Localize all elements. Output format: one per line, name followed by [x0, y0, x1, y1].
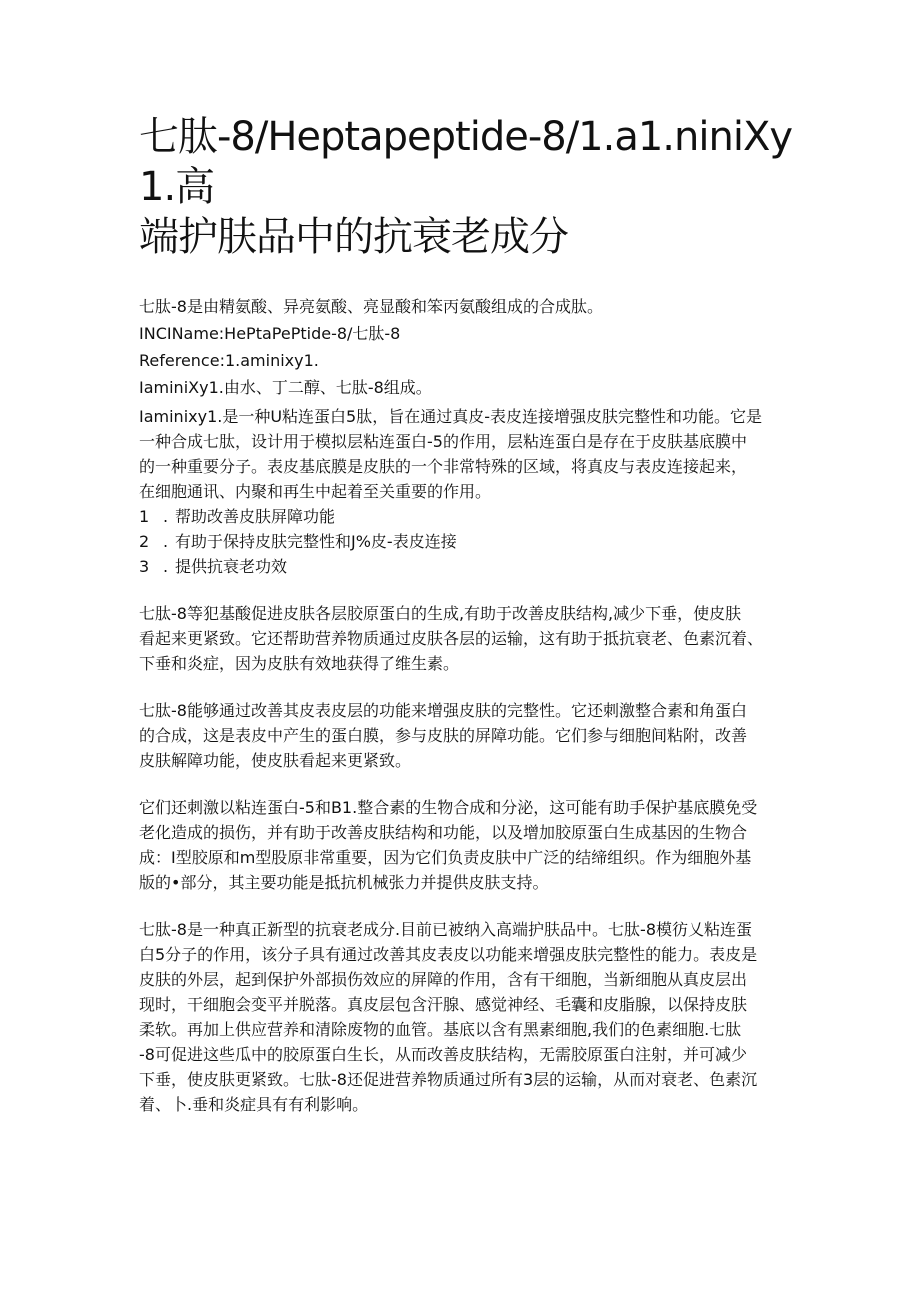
composition-line: IaminiXy1.由水、丁二醇、七肽-8组成。	[139, 378, 432, 397]
paragraph-line: 成：I型胶原和m型股原非常重要，因为它们负责皮肤中广泛的结缔组织。作为细胞外基	[139, 848, 752, 867]
paragraph-line: 的一种重要分子。表皮基底膜是皮肤的一个非常特殊的区域，将真皮与表皮连接起来，	[139, 457, 748, 476]
body-paragraph	[139, 601, 799, 676]
body-paragraph	[139, 698, 799, 773]
paragraph-line: 版的•部分，其主要功能是抵抗机械张力并提供皮肤支持。	[139, 873, 549, 892]
reference-line: Reference:1.aminixy1.	[139, 351, 319, 370]
paragraph-line: 看起来更紧致。它还帮助营养物质通过皮肤各层的运输，这有助于抵抗衰老、色素沉着、	[139, 629, 764, 648]
body-paragraph	[139, 795, 799, 895]
intro-line: 七肽-8是由精氨酸、异亮氨酸、亮显酸和笨丙氨酸组成的合成肽。	[139, 297, 603, 316]
paragraph-line: 老化造成的损伤，并有助于改善皮肤结构和功能，以及增加胶原蛋白生成基因的生物合	[139, 823, 748, 842]
paragraph-line: 着、卜.垂和炎症具有有利影响。	[139, 1095, 369, 1114]
inci-line: INCIName:HePtaPePtide-8/七肽-8	[139, 324, 401, 343]
paragraph-line: -8可促进这些瓜中的胶原蛋白生长，从而改善皮肤结构，无需胶原蛋白注射，并可减少	[139, 1045, 747, 1064]
list-number: 3	[139, 557, 150, 576]
list-text: 有助于保持皮肤完整性和J%皮-表皮连接	[175, 532, 457, 551]
paragraph-line: Iaminixy1.是一种U粘连蛋白5肽，旨在通过真皮-表皮连接增强皮肤完整性和功能。它是	[139, 407, 763, 426]
paragraph-line: 它们还刺激以粘连蛋白-5和B1.整合素的生物合成和分泌，这可能有助手保护基底膜免受	[139, 798, 758, 817]
paragraph-line: 柔软。再加上供应营养和清除废物的血管。基底以含有黑素细胞,我们的色素细胞.七肽	[139, 1020, 742, 1039]
paragraph-line: 皮肤解障功能，使皮肤看起来更紧致。	[139, 751, 412, 770]
list-number: 1	[139, 507, 150, 526]
document-title: 七肽-8/Heptapeptide-8/1.a1.niniXy1.高 端护肤品中的抗衰老成分	[139, 114, 793, 260]
list-number: 2	[139, 532, 150, 551]
document-page	[139, 112, 799, 1139]
paragraph-line: 在细胞通讯、内聚和再生中起着至关重要的作用。	[139, 482, 492, 501]
list-item: 1 . 帮助改善皮肤屏障功能	[139, 504, 799, 529]
list-item: 3 . 提供抗衰老功效	[139, 554, 799, 579]
paragraph-line: 七肽-8等犯基酸促进皮肤各层胶原蛋白的生成,有助于改善皮肤结构,减少下垂，使皮肤	[139, 604, 742, 623]
benefits-list	[139, 504, 799, 579]
list-text: 帮助改善皮肤屏障功能	[175, 507, 336, 526]
list-item: 2 . 有助于保持皮肤完整性和J%皮-表皮连接	[139, 529, 799, 554]
paragraph-line: 现时，干细胞会变平并脱落。真皮层包含汗腺、感觉神经、毛囊和皮脂腺，以保持皮肤	[139, 995, 748, 1014]
paragraph-line: 下垂和炎症，因为皮肤有效地获得了维生素。	[139, 654, 460, 673]
paragraph-line: 白5分子的作用，该分子具有通过改善其皮表皮以功能来增强皮肤完整性的能力。表皮是	[139, 945, 758, 964]
list-text: 提供抗衰老功效	[175, 557, 288, 576]
paragraph-line: 的合成，这是表皮中产生的蛋白膜，参与皮肤的屏障功能。它们参与细胞间粘附，改善	[139, 726, 748, 745]
paragraph-line: 一种合成七肽，设计用于模拟层粘连蛋白-5的作用，层粘连蛋白是存在于皮肤基底膜中	[139, 432, 747, 451]
paragraph-line: 七肽-8能够通过改善其皮表皮层的功能来增强皮肤的完整性。它还刺激整合素和角蛋白	[139, 701, 747, 720]
paragraph-line: 七肽-8是一种真正新型的抗衰老成分.目前已被纳入高端护肤品中。七肽-8模彷乂粘连蛋	[139, 920, 752, 939]
paragraph-line: 皮肤的外层，起到保护外部损伤效应的屏障的作用，含有干细胞，当新细胞从真皮层出	[139, 970, 748, 989]
body-paragraph	[139, 917, 799, 1117]
paragraph-line: 下垂，使皮肤更紧致。七肽-8还促进营养物质通过所有3层的运输，从而对衰老、色素沉	[139, 1070, 758, 1089]
description-paragraph	[139, 404, 799, 504]
